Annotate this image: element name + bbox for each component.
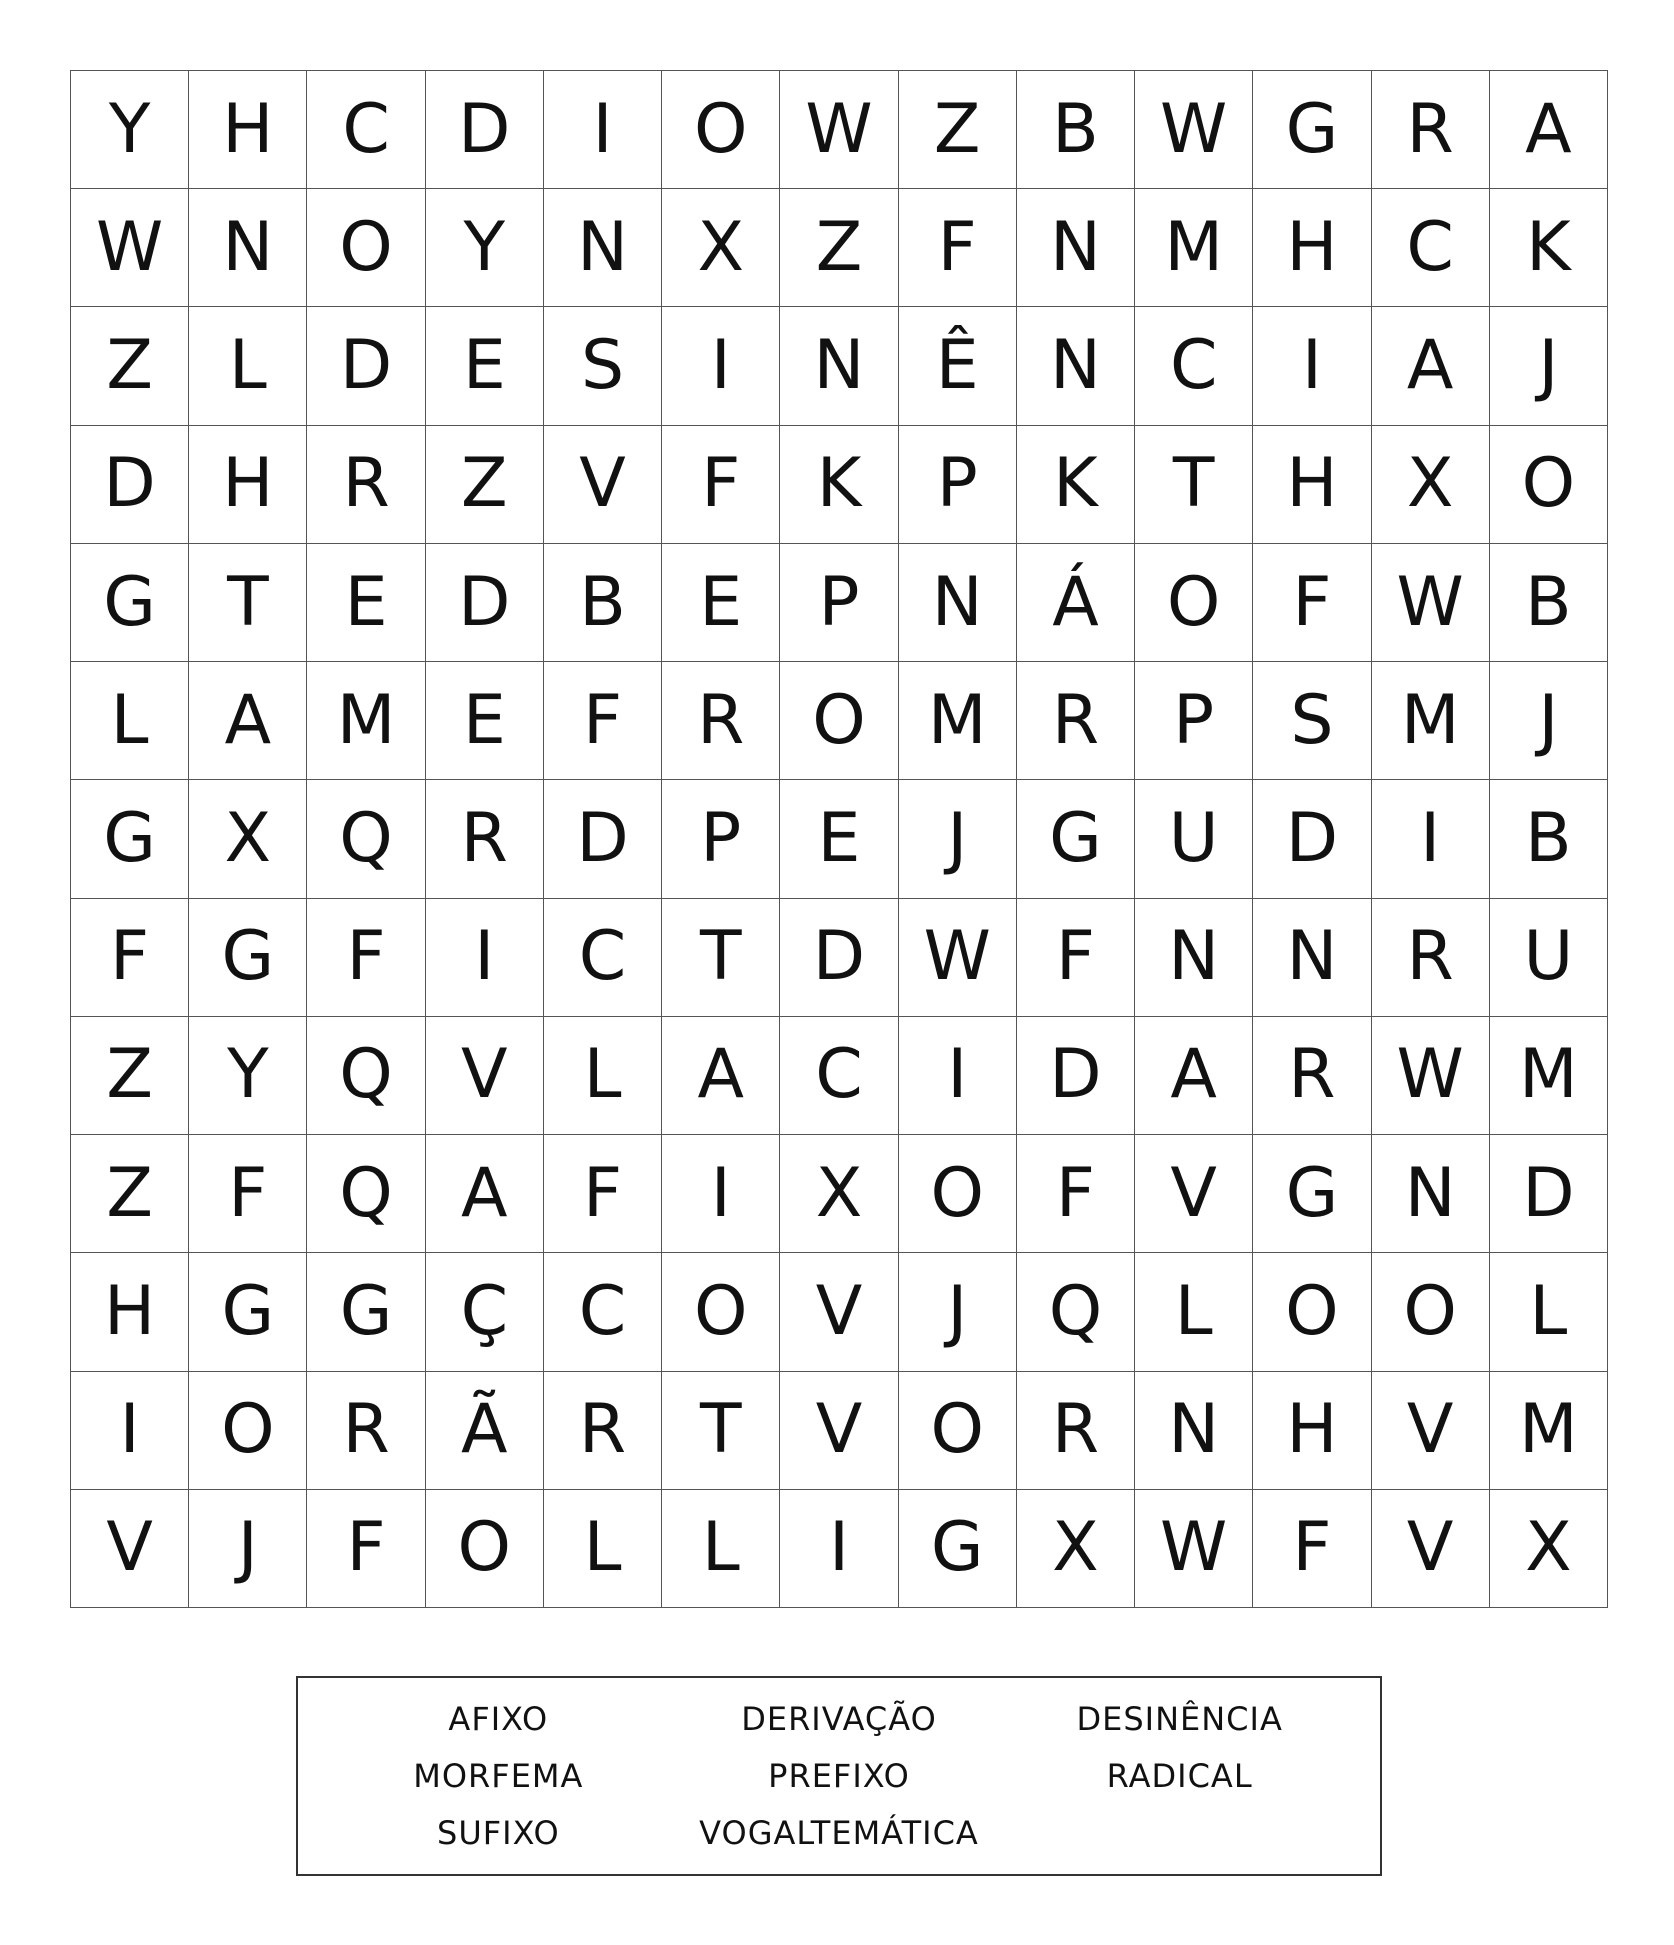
grid-cell[interactable]: H [189,426,307,544]
grid-cell[interactable]: L [189,307,307,425]
grid-cell[interactable]: G [189,1253,307,1371]
grid-cell[interactable]: O [1253,1253,1371,1371]
grid-cell[interactable]: R [307,1372,425,1490]
grid-cell[interactable]: G [71,544,189,662]
grid-cell[interactable]: Ç [426,1253,544,1371]
grid-cell[interactable]: N [1135,899,1253,1017]
grid-cell[interactable]: E [780,780,898,898]
grid-cell[interactable]: A [189,662,307,780]
grid-cell[interactable]: C [544,1253,662,1371]
grid-cell[interactable]: X [780,1135,898,1253]
grid-cell[interactable]: L [71,662,189,780]
grid-cell[interactable]: E [426,307,544,425]
grid-cell[interactable]: R [426,780,544,898]
grid-cell[interactable]: W [1135,1490,1253,1608]
grid-cell[interactable]: G [307,1253,425,1371]
grid-cell[interactable]: F [544,1135,662,1253]
grid-cell[interactable]: D [71,426,189,544]
grid-cell[interactable]: F [189,1135,307,1253]
grid-cell[interactable]: N [189,189,307,307]
word-list-item: VOGALTEMÁTICA [699,1814,979,1853]
grid-cell[interactable]: Q [307,1135,425,1253]
grid-cell[interactable]: N [1372,1135,1490,1253]
grid-cell[interactable]: V [780,1372,898,1490]
grid-cell[interactable]: C [1135,307,1253,425]
word-list-item: MORFEMA [413,1756,584,1795]
grid-cell[interactable]: Y [71,71,189,189]
grid-cell[interactable]: J [899,1253,1017,1371]
grid-cell[interactable]: R [544,1372,662,1490]
grid-cell[interactable]: B [1490,544,1608,662]
grid-cell[interactable]: H [71,1253,189,1371]
grid-cell[interactable]: D [426,544,544,662]
grid-cell[interactable]: K [1017,426,1135,544]
grid-cell[interactable]: O [307,189,425,307]
grid-cell[interactable]: L [1135,1253,1253,1371]
grid-cell[interactable]: P [780,544,898,662]
grid-cell[interactable]: F [71,899,189,1017]
grid-cell[interactable]: A [662,1017,780,1135]
grid-cell[interactable]: Z [71,307,189,425]
grid-cell[interactable]: Z [426,426,544,544]
grid-cell[interactable]: O [780,662,898,780]
grid-cell[interactable]: Z [71,1017,189,1135]
word-list-item: DERIVAÇÃO [741,1699,937,1738]
grid-cell[interactable]: X [1490,1490,1608,1608]
word-list-item: AFIXO [448,1699,549,1738]
grid-cell[interactable]: K [1490,189,1608,307]
grid-cell[interactable]: I [1372,780,1490,898]
grid-cell[interactable]: G [71,780,189,898]
grid-cell[interactable]: W [899,899,1017,1017]
grid-cell[interactable]: A [1135,1017,1253,1135]
grid-cell[interactable]: O [899,1135,1017,1253]
grid-cell[interactable]: H [1253,426,1371,544]
grid-cell[interactable]: O [1490,426,1608,544]
grid-cell[interactable]: C [307,71,425,189]
grid-cell[interactable]: X [662,189,780,307]
grid-cell[interactable]: D [1017,1017,1135,1135]
grid-cell[interactable]: K [780,426,898,544]
grid-cell[interactable]: G [1253,1135,1371,1253]
grid-cell[interactable]: I [662,307,780,425]
grid-cell[interactable]: Q [1017,1253,1135,1371]
grid-cell[interactable]: Q [307,1017,425,1135]
grid-cell[interactable]: I [544,71,662,189]
grid-cell[interactable]: I [426,899,544,1017]
grid-cell[interactable]: P [899,426,1017,544]
grid-cell[interactable]: I [899,1017,1017,1135]
grid-cell[interactable]: T [662,899,780,1017]
grid-cell[interactable]: R [1253,1017,1371,1135]
grid-cell[interactable]: E [307,544,425,662]
grid-cell[interactable]: T [189,544,307,662]
grid-cell[interactable]: F [307,1490,425,1608]
grid-cell[interactable]: Z [71,1135,189,1253]
grid-cell[interactable]: H [189,71,307,189]
grid-cell[interactable]: E [662,544,780,662]
grid-cell[interactable]: Ê [899,307,1017,425]
grid-cell[interactable]: Á [1017,544,1135,662]
grid-cell[interactable]: J [899,780,1017,898]
grid-cell[interactable]: N [1135,1372,1253,1490]
grid-cell[interactable]: O [662,1253,780,1371]
grid-cell[interactable]: M [1372,662,1490,780]
grid-cell[interactable]: C [780,1017,898,1135]
grid-cell[interactable]: P [1135,662,1253,780]
grid-cell[interactable]: W [1372,544,1490,662]
grid-cell[interactable]: I [71,1372,189,1490]
grid-cell[interactable]: W [780,71,898,189]
grid-cell[interactable]: D [1490,1135,1608,1253]
grid-cell[interactable]: B [544,544,662,662]
grid-cell[interactable]: O [899,1372,1017,1490]
grid-cell[interactable]: M [899,662,1017,780]
grid-cell[interactable]: M [1490,1372,1608,1490]
grid-cell[interactable]: D [1253,780,1371,898]
grid-cell[interactable]: F [662,426,780,544]
grid-cell[interactable]: O [426,1490,544,1608]
grid-cell[interactable]: W [1372,1017,1490,1135]
word-list-box [296,1676,1382,1876]
grid-cell[interactable]: F [1253,1490,1371,1608]
grid-cell[interactable]: R [307,426,425,544]
grid-cell[interactable]: M [1490,1017,1608,1135]
grid-cell[interactable]: G [899,1490,1017,1608]
grid-cell[interactable]: I [780,1490,898,1608]
grid-cell[interactable]: Q [307,780,425,898]
grid-cell[interactable]: U [1135,780,1253,898]
grid-cell[interactable]: O [662,71,780,189]
grid-cell[interactable]: F [307,899,425,1017]
grid-cell[interactable]: S [544,307,662,425]
grid-cell[interactable]: B [1490,780,1608,898]
grid-cell[interactable]: X [1372,426,1490,544]
grid-cell[interactable]: V [1372,1490,1490,1608]
grid-cell[interactable]: O [189,1372,307,1490]
grid-cell[interactable]: V [544,426,662,544]
grid-cell[interactable]: R [662,662,780,780]
grid-cell[interactable]: R [1372,899,1490,1017]
grid-cell[interactable]: L [544,1017,662,1135]
grid-cell[interactable]: N [899,544,1017,662]
grid-cell[interactable]: A [426,1135,544,1253]
word-search-grid [70,70,1608,1608]
grid-cell[interactable]: C [544,899,662,1017]
grid-cell[interactable]: V [71,1490,189,1608]
grid-cell[interactable]: L [662,1490,780,1608]
word-list-item: PREFIXO [768,1756,910,1795]
grid-cell[interactable]: S [1253,662,1371,780]
grid-cell[interactable]: A [1372,307,1490,425]
grid-cell[interactable]: J [189,1490,307,1608]
grid-cell[interactable]: I [1253,307,1371,425]
grid-cell[interactable]: D [780,899,898,1017]
grid-cell[interactable]: H [1253,189,1371,307]
grid-cell[interactable]: V [780,1253,898,1371]
grid-cell[interactable]: Ã [426,1372,544,1490]
grid-cell[interactable]: M [1135,189,1253,307]
grid-cell[interactable]: T [662,1372,780,1490]
grid-cell[interactable]: U [1490,899,1608,1017]
grid-cell[interactable]: N [1017,189,1135,307]
grid-cell[interactable]: Y [426,189,544,307]
grid-cell[interactable]: F [1017,899,1135,1017]
grid-cell[interactable]: L [544,1490,662,1608]
grid-cell[interactable]: G [1253,71,1371,189]
grid-cell[interactable]: X [1017,1490,1135,1608]
grid-cell[interactable]: V [1372,1372,1490,1490]
grid-cell[interactable]: O [1135,544,1253,662]
grid-cell[interactable]: W [1135,71,1253,189]
grid-cell[interactable]: N [544,189,662,307]
grid-cell[interactable]: R [1017,662,1135,780]
grid-cell[interactable]: G [189,899,307,1017]
grid-cell[interactable]: Z [899,71,1017,189]
grid-cell[interactable]: F [899,189,1017,307]
grid-cell[interactable]: J [1490,662,1608,780]
grid-cell[interactable]: Z [780,189,898,307]
grid-cell[interactable]: F [1253,544,1371,662]
grid-cell[interactable]: I [662,1135,780,1253]
grid-cell[interactable]: H [1253,1372,1371,1490]
grid-cell[interactable]: E [426,662,544,780]
grid-cell[interactable]: W [71,189,189,307]
grid-cell[interactable]: F [544,662,662,780]
grid-cell[interactable]: R [1017,1372,1135,1490]
grid-cell[interactable]: C [1372,189,1490,307]
grid-cell[interactable]: V [1135,1135,1253,1253]
grid-cell[interactable]: F [1017,1135,1135,1253]
grid-cell[interactable]: Y [189,1017,307,1135]
grid-cell[interactable]: L [1490,1253,1608,1371]
grid-cell[interactable]: X [189,780,307,898]
grid-cell[interactable]: P [662,780,780,898]
grid-cell[interactable]: N [1253,899,1371,1017]
grid-cell[interactable]: N [780,307,898,425]
grid-cell[interactable]: D [426,71,544,189]
grid-cell[interactable]: M [307,662,425,780]
grid-cell[interactable]: A [1490,71,1608,189]
word-list-item: SUFIXO [437,1814,560,1853]
grid-cell[interactable]: B [1017,71,1135,189]
grid-cell[interactable]: N [1017,307,1135,425]
grid-cell[interactable]: T [1135,426,1253,544]
grid-cell[interactable]: G [1017,780,1135,898]
grid-cell[interactable]: J [1490,307,1608,425]
grid-cell[interactable]: R [1372,71,1490,189]
word-list-item: RADICAL [1106,1756,1253,1795]
grid-cell[interactable]: D [307,307,425,425]
grid-cell[interactable]: D [544,780,662,898]
grid-cell[interactable]: V [426,1017,544,1135]
grid-cell[interactable]: O [1372,1253,1490,1371]
word-list-item: DESINÊNCIA [1076,1699,1283,1738]
